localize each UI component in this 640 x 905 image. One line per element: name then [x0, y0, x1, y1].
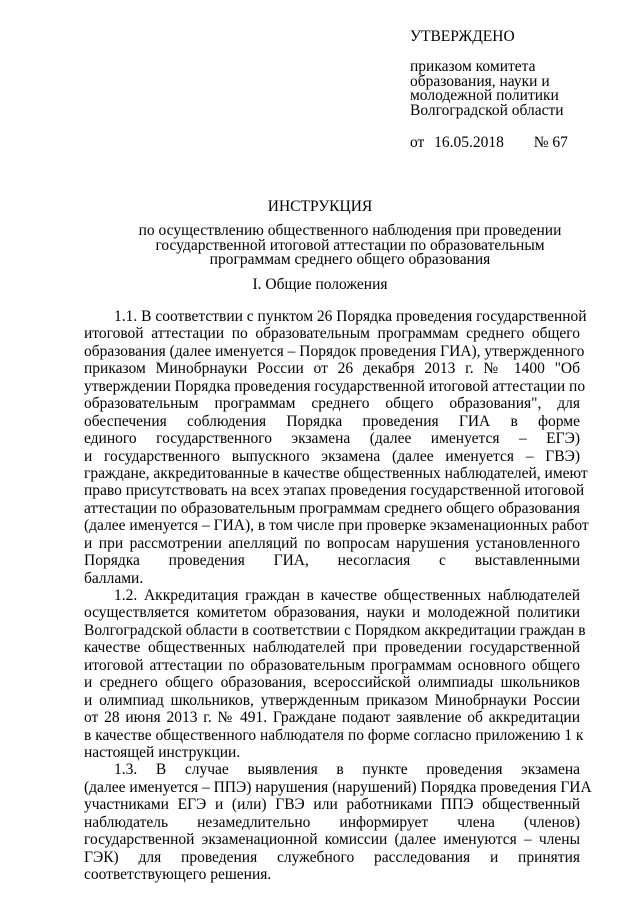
approval-date-line — [410, 134, 610, 152]
body-line: обеспечения соблюдения Порядка проведения ГИА в форме — [84, 412, 580, 430]
body-line: соответствующего решения. — [84, 866, 272, 883]
body-line: в качестве общественного наблюдателя по форме согласно приложению 1 к — [84, 726, 584, 744]
document-body — [84, 308, 592, 883]
body-line: образования (далее именуется – Порядок проведения ГИА), утвержденного — [84, 342, 585, 360]
body-line: качестве общественных наблюдателей при проведении государственной — [84, 639, 580, 657]
document-subtitle — [60, 224, 640, 268]
body-line: и при рассмотрении апелляций по вопросам нарушения установленного — [84, 534, 580, 552]
subtitle-line: по осуществлению общественного наблюдения при проведении — [138, 222, 562, 239]
body-line: 1.1. В соответствии с пунктом 26 Порядка проведения государственной — [114, 308, 587, 325]
subtitle-line: программам среднего общего образования — [209, 251, 491, 268]
body-line: Волгоградской области в соответствии с Порядком аккредитации граждан в — [84, 621, 586, 639]
approval-order-text — [410, 60, 610, 118]
body-line: право присутствовать на всех этапах проведения государственной итоговой — [84, 482, 585, 500]
body-line: 1.3. В случае выявления в пункте проведения экзамена — [114, 761, 580, 779]
body-line: утверждении Порядка проведения государственной итоговой аттестации по — [84, 377, 586, 395]
body-line: ГЭК) для проведения служебного расследования и принятия — [84, 848, 580, 866]
body-line: и олимпиад школьников, утвержденным приказом Минобрнауки России — [84, 691, 580, 709]
body-line: и среднего общего образования, всероссийской олимпиады школьников — [84, 674, 580, 692]
body-line: осуществляется комитетом образования, науки и молодежной политики — [84, 604, 580, 622]
body-line: аттестации по образовательным программам среднего общего образования — [84, 499, 580, 517]
body-line: образовательным программам среднего общего образования", для — [84, 395, 580, 413]
approval-line: образования, науки и — [410, 72, 550, 90]
body-line: от 28 июня 2013 г. № 491. Граждане подают заявление об аккредитации — [84, 709, 580, 727]
approval-stamp — [410, 28, 610, 152]
body-line: наблюдатель незамедлительно информирует члена (членов) — [84, 813, 580, 831]
subtitle-line: государственной итоговой аттестации по образовательным — [155, 236, 545, 254]
body-line: (далее именуется – ГИА), в том числе при проверке экзаменационных работ — [84, 517, 589, 535]
section-title: I. Общие положения — [252, 276, 388, 293]
approval-line: приказом комитета — [410, 58, 536, 75]
approval-line: Волгоградской области — [410, 101, 564, 119]
body-line: итоговой аттестации по образовательным программам основного общего — [84, 656, 580, 674]
body-line: баллами. — [84, 569, 144, 587]
body-line: 1.2. Аккредитация граждан в качестве общественных наблюдателей — [114, 587, 580, 604]
body-line: Порядка проведения ГИА, несогласия с выставленными — [84, 552, 580, 570]
approval-line: молодежной политики — [410, 87, 559, 104]
body-line: настоящей инструкции. — [84, 743, 241, 761]
body-line: граждане, аккредитованные в качестве общественных наблюдателей, имеют — [84, 464, 588, 482]
approval-date: 16.05.2018 — [434, 134, 504, 151]
approval-heading: УТВЕРЖДЕНО — [410, 28, 515, 45]
body-line: итоговой аттестации по образовательным программам среднего общего — [84, 325, 580, 343]
document-title: ИНСТРУКЦИЯ — [267, 198, 373, 215]
body-line: (далее именуется – ППЭ) нарушения (нарушений) Порядка проведения ГИА — [84, 778, 592, 796]
order-number: № 67 — [533, 134, 568, 151]
date-prefix: от — [410, 134, 425, 151]
body-line: и государственного выпускного экзамена (далее именуется – ГВЭ) — [84, 447, 580, 465]
body-line: приказом Минобрнауки России от 26 декабря 2013 г. № 1400 "Об — [84, 360, 580, 378]
body-line: участниками ЕГЭ и (или) ГВЭ или работниками ППЭ общественный — [84, 796, 580, 814]
body-line: государственной экзаменационной комиссии (далее именуются – члены — [84, 831, 580, 849]
body-line: единого государственного экзамена (далее именуется – ЕГЭ) — [84, 430, 580, 448]
